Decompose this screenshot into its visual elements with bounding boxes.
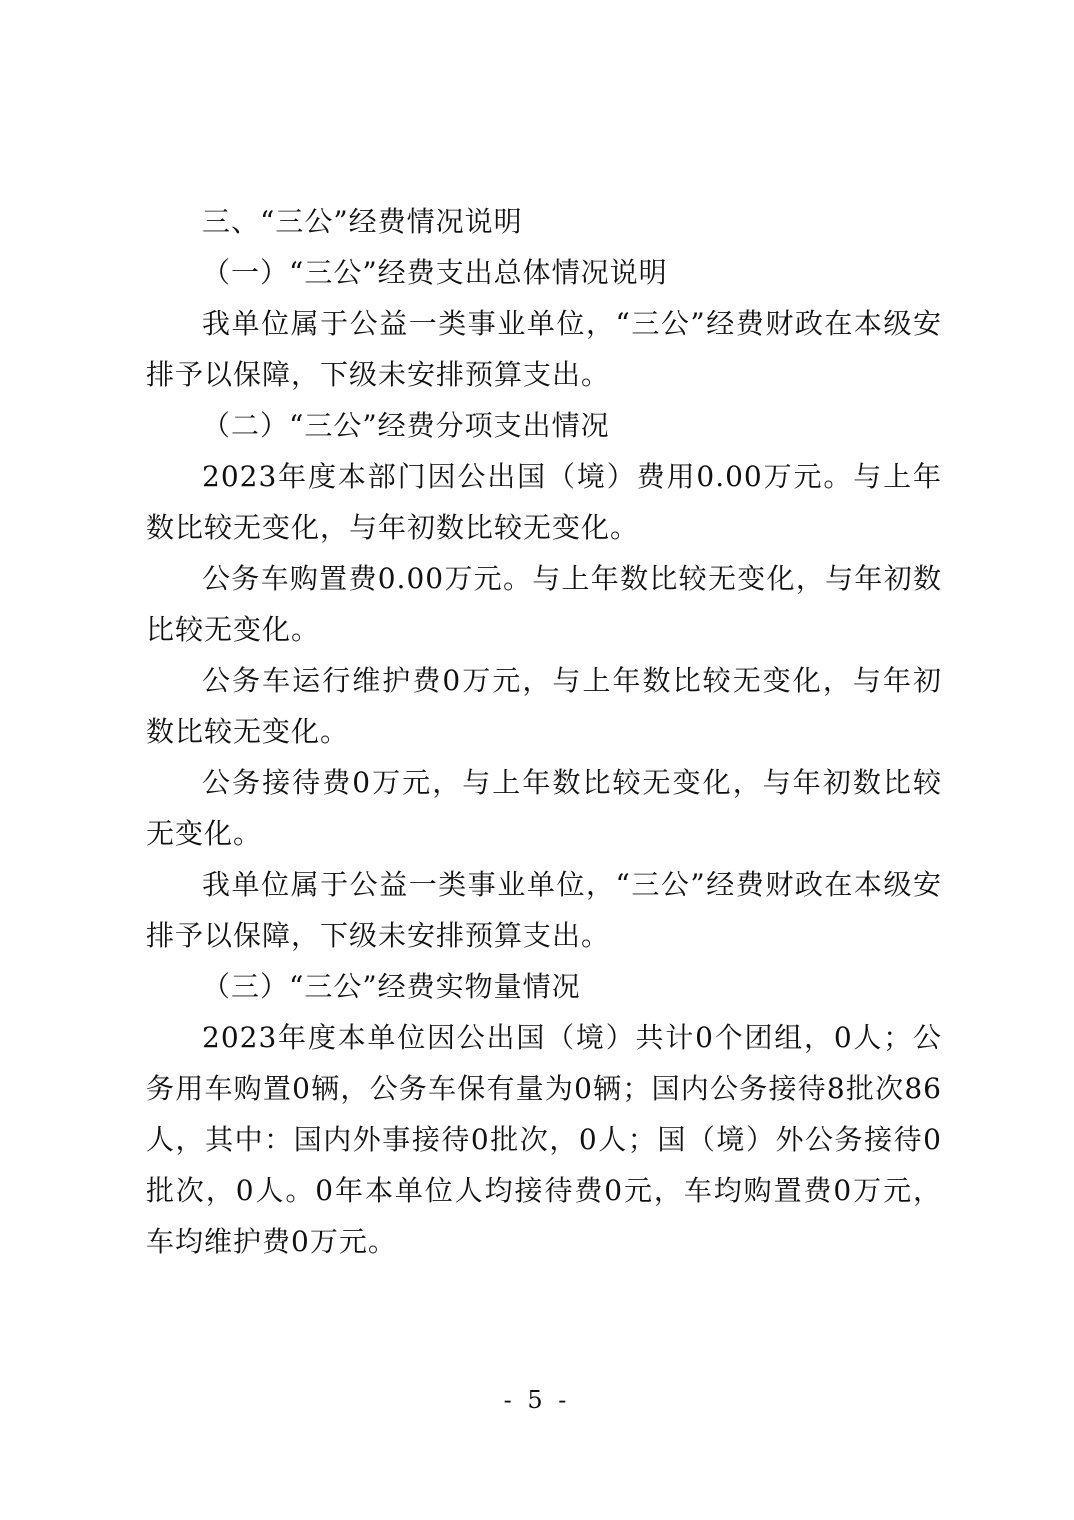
subsection-2-paragraph-1: 2023年度本部门因公出国（境）费用0.00万元。与上年数比较无变化，与年初数比较无变化。: [146, 460, 942, 544]
subsection-1-paragraph: 我单位属于公益一类事业单位，“三公”经费财政在本级安排予以保障，下级未安排预算支出。: [146, 307, 942, 391]
page-number: - 5 -: [503, 1386, 571, 1414]
subsection-2-title: （二）“三公”经费分项支出情况: [202, 409, 610, 442]
subsection-3-paragraph: 2023年度本单位因公出国（境）共计0个团组，0人；公务用车购置0辆，公务车保有量为0辆；国内公务接待8批次86人，其中：国内外事接待0批次，0人；国（境）外公务接待0批次，0人。0年本单位人均接待费0元，车均购置费0万元，车均维护费0万元。: [146, 1021, 942, 1258]
section-title: 三、“三公”经费情况说明: [202, 205, 523, 238]
document-body: [146, 196, 942, 1267]
subsection-2-paragraph-2: 公务车购置费0.00万元。与上年数比较无变化，与年初数比较无变化。: [146, 562, 942, 646]
subsection-3-title: （三）“三公”经费实物量情况: [202, 970, 581, 1003]
subsection-2-paragraph-3: 公务车运行维护费0万元，与上年数比较无变化，与年初数比较无变化。: [146, 664, 942, 748]
subsection-2-paragraph-5: 我单位属于公益一类事业单位，“三公”经费财政在本级安排予以保障，下级未安排预算支出。: [146, 868, 942, 952]
subsection-1-title: （一）“三公”经费支出总体情况说明: [202, 256, 668, 289]
subsection-2-paragraph-4: 公务接待费0万元，与上年数比较无变化，与年初数比较无变化。: [146, 766, 942, 850]
